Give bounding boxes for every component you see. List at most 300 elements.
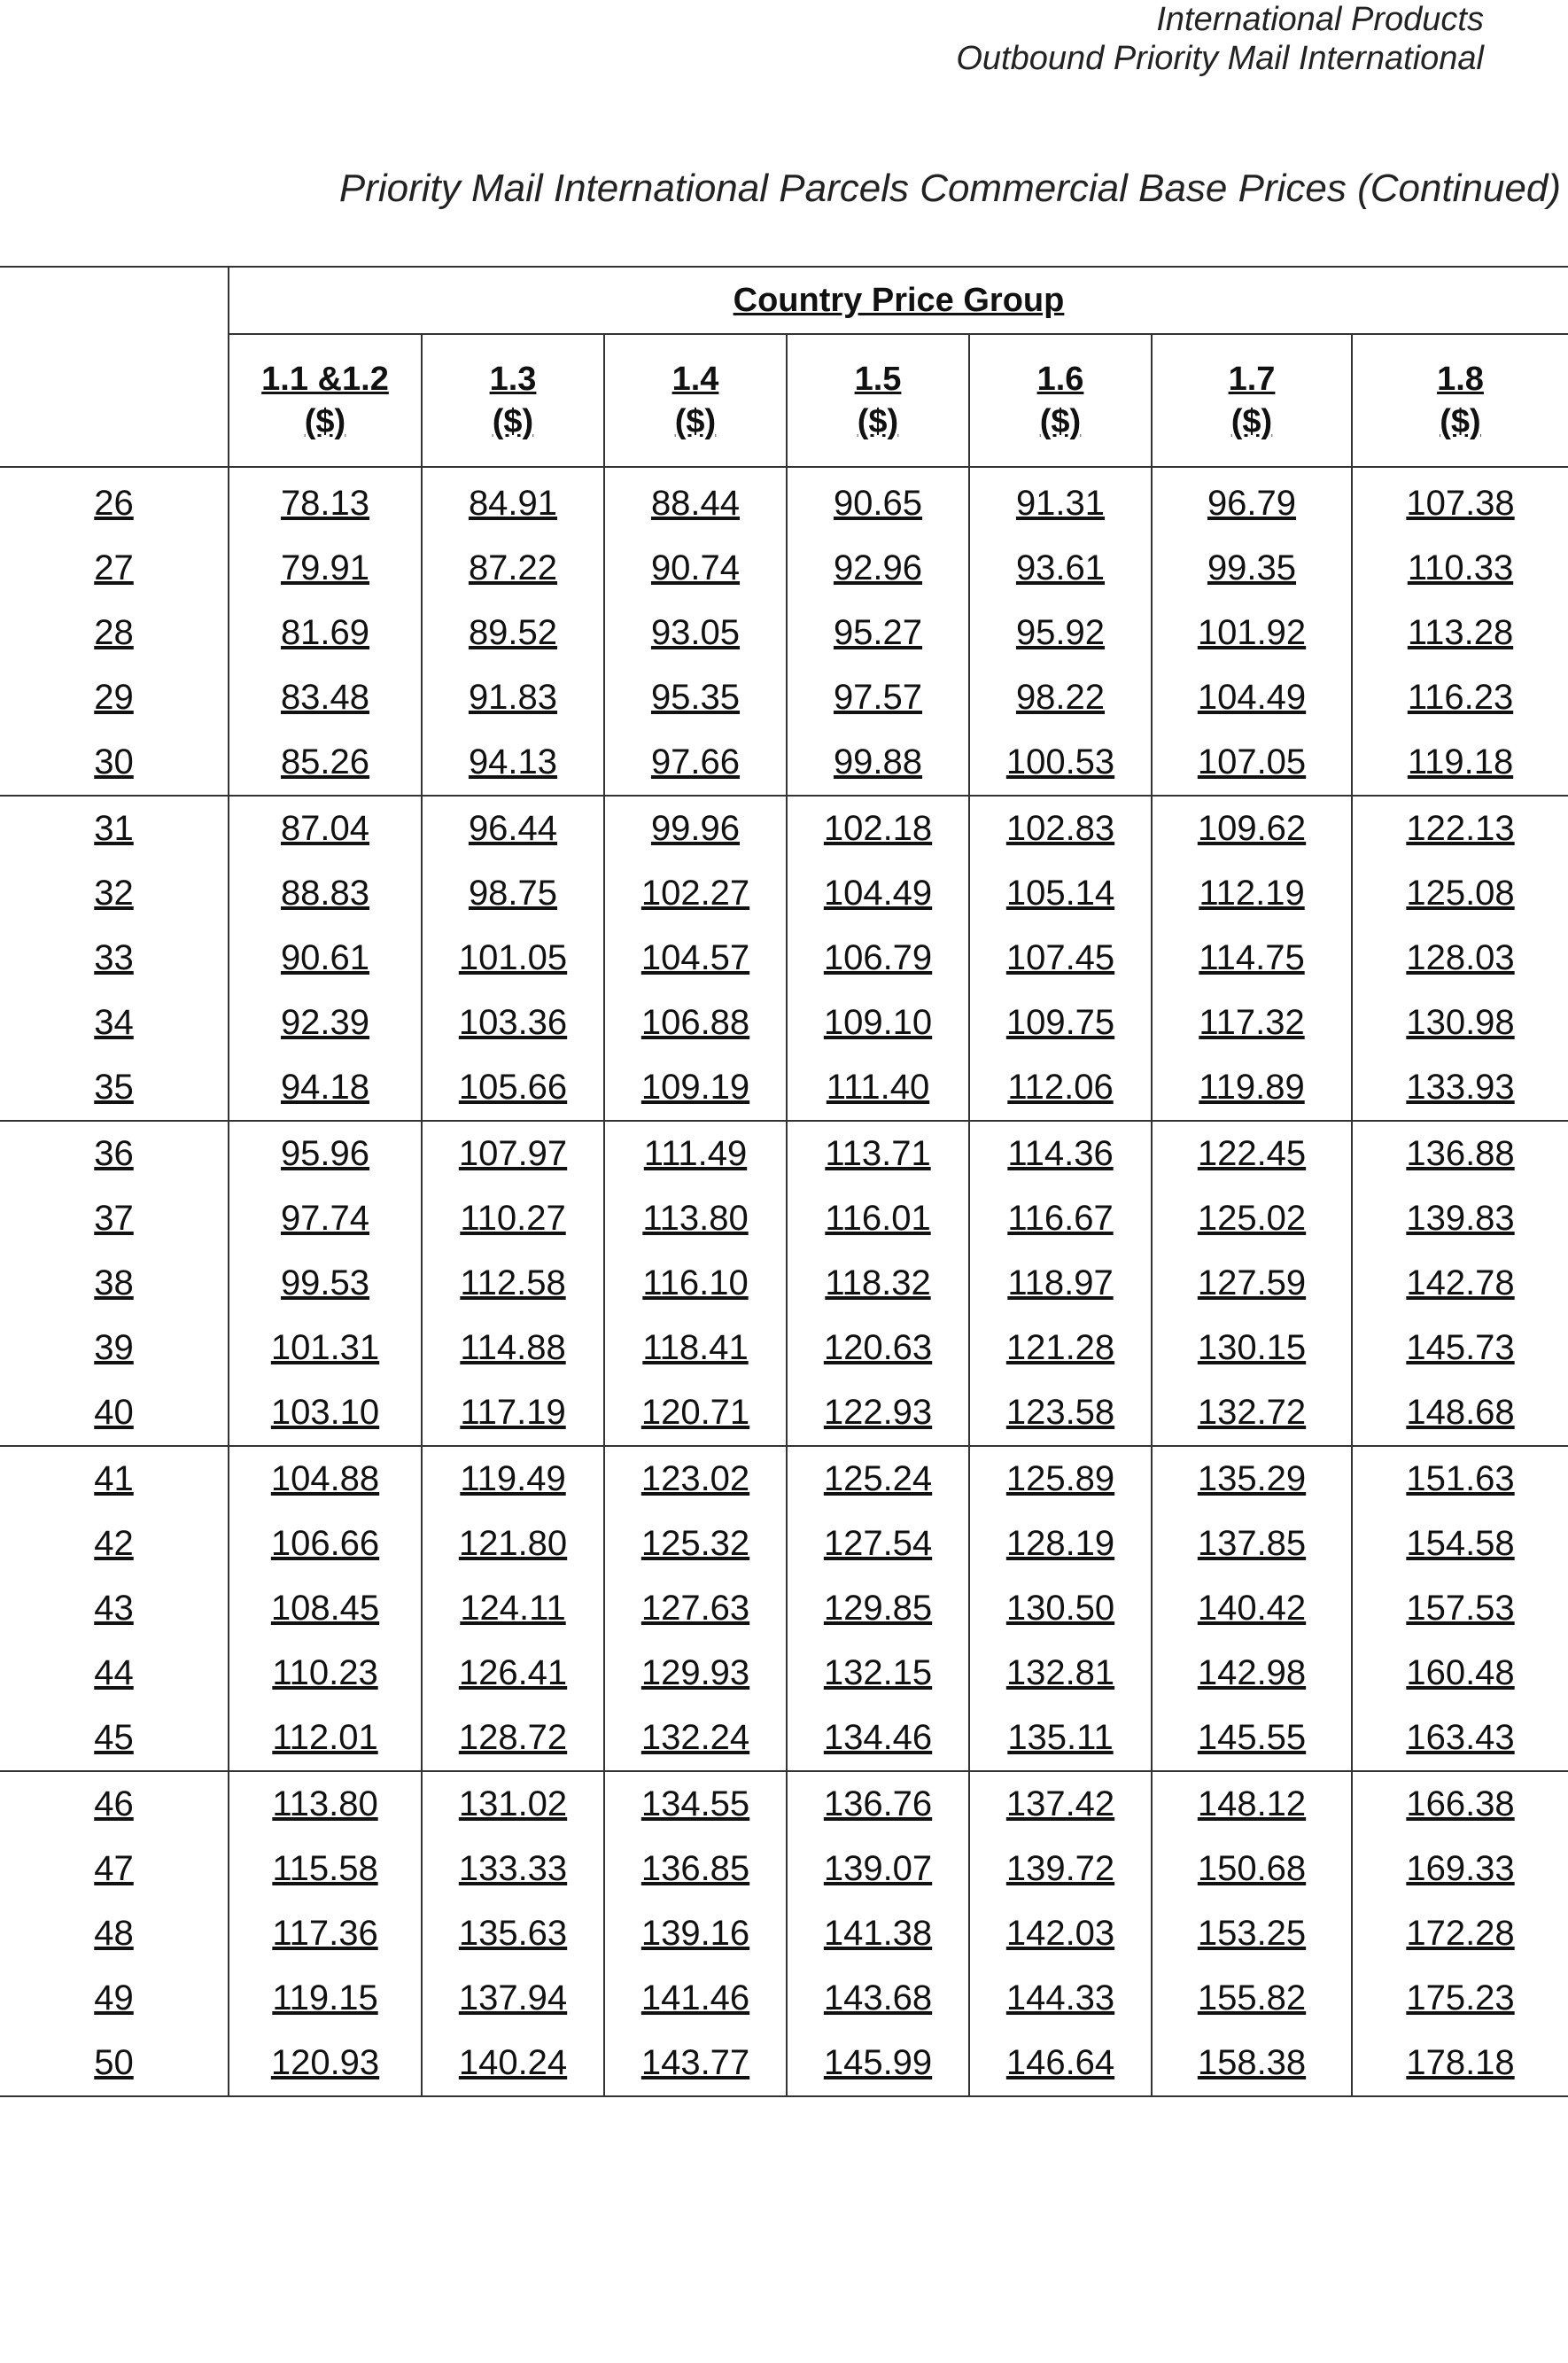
table-row xyxy=(0,1966,1568,2031)
price-value: 104.57 xyxy=(640,938,750,977)
weight-cell xyxy=(0,1706,229,1771)
column-header-label: 1.1 &1.2 xyxy=(261,361,389,398)
price-value: 127.63 xyxy=(640,1589,750,1628)
price-cell xyxy=(787,1966,969,2031)
price-cell xyxy=(1152,1121,1352,1186)
price-cell xyxy=(422,1706,604,1771)
weight-value: 31 xyxy=(94,809,134,848)
price-cell xyxy=(969,1055,1152,1121)
column-header-label: 1.8 xyxy=(1437,361,1484,398)
weight-cell xyxy=(0,2031,229,2096)
price-cell xyxy=(229,991,422,1055)
column-header-label: 1.5 xyxy=(854,361,902,398)
weight-value: 37 xyxy=(94,1199,134,1238)
country-price-group-header xyxy=(229,267,1568,334)
price-value: 129.93 xyxy=(640,1653,750,1692)
price-value: 95.92 xyxy=(1015,613,1106,652)
price-value: 163.43 xyxy=(1406,1718,1515,1757)
weight-value: 44 xyxy=(94,1653,134,1692)
weight-cell xyxy=(0,1186,229,1251)
weight-cell xyxy=(0,1380,229,1446)
price-value: 112.19 xyxy=(1199,874,1305,913)
price-value: 110.23 xyxy=(272,1653,378,1692)
price-cell xyxy=(604,1316,787,1380)
price-value: 123.02 xyxy=(640,1459,750,1498)
price-value: 140.24 xyxy=(458,2043,568,2082)
weight-value: 27 xyxy=(94,548,134,587)
price-cell xyxy=(604,1446,787,1512)
corner-cell xyxy=(0,267,229,334)
price-cell xyxy=(1352,1055,1568,1121)
price-value: 109.75 xyxy=(1005,1003,1115,1042)
price-value: 178.18 xyxy=(1406,2043,1515,2082)
column-header-unit: ($) xyxy=(304,403,346,440)
price-cell xyxy=(1152,1446,1352,1512)
table-row xyxy=(0,1706,1568,1771)
weight-cell xyxy=(0,665,229,730)
price-cell xyxy=(1352,1316,1568,1380)
price-value: 120.71 xyxy=(640,1393,750,1432)
price-value: 148.68 xyxy=(1406,1393,1515,1432)
price-value: 125.24 xyxy=(823,1459,933,1498)
price-value: 136.85 xyxy=(640,1849,750,1888)
price-value: 85.26 xyxy=(280,742,370,781)
price-value: 127.59 xyxy=(1197,1263,1307,1302)
price-cell xyxy=(787,1706,969,1771)
table-row xyxy=(0,1576,1568,1641)
table-row xyxy=(0,926,1568,991)
price-value: 139.07 xyxy=(823,1849,933,1888)
price-cell xyxy=(969,1901,1152,1966)
price-value: 125.08 xyxy=(1406,874,1515,913)
price-value: 109.19 xyxy=(640,1068,750,1107)
price-cell xyxy=(229,1316,422,1380)
price-value: 90.61 xyxy=(280,938,370,977)
price-value: 112.58 xyxy=(460,1263,566,1302)
price-cell xyxy=(229,601,422,665)
weight-cell xyxy=(0,1251,229,1316)
price-cell xyxy=(422,1316,604,1380)
weight-cell xyxy=(0,730,229,796)
table-row xyxy=(0,1121,1568,1186)
price-cell xyxy=(422,1837,604,1901)
price-cell xyxy=(604,2031,787,2096)
price-value: 118.41 xyxy=(642,1328,749,1367)
weight-value: 41 xyxy=(94,1459,134,1498)
weight-cell xyxy=(0,1576,229,1641)
price-cell xyxy=(1352,1446,1568,1512)
price-cell xyxy=(229,1641,422,1706)
column-header-unit: ($) xyxy=(1230,403,1273,440)
price-value: 91.83 xyxy=(468,678,558,717)
price-cell xyxy=(787,665,969,730)
price-value: 99.53 xyxy=(280,1263,370,1302)
price-value: 140.42 xyxy=(1197,1589,1307,1628)
price-cell xyxy=(1352,1706,1568,1771)
price-cell xyxy=(969,730,1152,796)
price-value: 135.29 xyxy=(1197,1459,1307,1498)
weight-value: 34 xyxy=(94,1003,134,1042)
table-row xyxy=(0,1316,1568,1380)
price-value: 137.85 xyxy=(1197,1524,1307,1563)
price-cell xyxy=(969,926,1152,991)
price-value: 160.48 xyxy=(1406,1653,1515,1692)
price-cell xyxy=(229,1706,422,1771)
weight-cell xyxy=(0,1121,229,1186)
price-cell xyxy=(787,2031,969,2096)
weight-cell xyxy=(0,1771,229,1837)
price-value: 142.78 xyxy=(1406,1263,1515,1302)
price-value: 87.04 xyxy=(280,809,370,848)
weight-value: 43 xyxy=(94,1589,134,1628)
price-value: 136.76 xyxy=(823,1784,933,1823)
price-cell xyxy=(1152,536,1352,601)
price-cell xyxy=(604,665,787,730)
price-cell xyxy=(1352,1512,1568,1576)
weight-value: 36 xyxy=(94,1134,134,1173)
price-cell xyxy=(229,1576,422,1641)
price-cell xyxy=(229,1055,422,1121)
price-cell xyxy=(1352,1576,1568,1641)
price-value: 114.88 xyxy=(460,1328,566,1367)
weight-cell xyxy=(0,796,229,861)
price-value: 102.83 xyxy=(1005,809,1115,848)
price-value: 143.68 xyxy=(823,1978,933,2017)
price-value: 113.80 xyxy=(642,1199,749,1238)
price-value: 93.61 xyxy=(1015,548,1106,587)
price-cell xyxy=(1352,1771,1568,1837)
table-row xyxy=(0,665,1568,730)
price-cell xyxy=(969,1966,1152,2031)
price-cell xyxy=(787,1251,969,1316)
price-cell xyxy=(422,467,604,536)
page-header xyxy=(956,0,1484,78)
weight-value: 29 xyxy=(94,678,134,717)
price-value: 128.72 xyxy=(458,1718,568,1757)
price-cell xyxy=(1152,1380,1352,1446)
price-value: 91.31 xyxy=(1015,484,1106,523)
price-cell xyxy=(422,1251,604,1316)
price-value: 114.75 xyxy=(1199,938,1305,977)
price-cell xyxy=(604,1512,787,1576)
price-value: 100.53 xyxy=(1005,742,1115,781)
price-cell xyxy=(1352,536,1568,601)
price-cell xyxy=(969,665,1152,730)
price-value: 90.74 xyxy=(650,548,741,587)
weight-cell xyxy=(0,1316,229,1380)
column-header-unit: ($) xyxy=(1039,403,1082,440)
price-cell xyxy=(229,1901,422,1966)
price-cell xyxy=(969,1446,1152,1512)
price-cell xyxy=(969,1186,1152,1251)
price-value: 104.49 xyxy=(1197,678,1307,717)
price-value: 126.41 xyxy=(458,1653,568,1692)
table-row xyxy=(0,1901,1568,1966)
price-cell xyxy=(787,1641,969,1706)
weight-cell xyxy=(0,1512,229,1576)
weight-value: 39 xyxy=(94,1328,134,1367)
table-row xyxy=(0,1641,1568,1706)
price-value: 141.38 xyxy=(823,1914,933,1953)
price-value: 119.15 xyxy=(272,1978,378,2017)
price-cell xyxy=(1152,796,1352,861)
price-value: 142.03 xyxy=(1005,1914,1115,1953)
price-value: 125.89 xyxy=(1005,1459,1115,1498)
price-cell xyxy=(1352,1837,1568,1901)
price-value: 97.66 xyxy=(650,742,741,781)
price-cell xyxy=(604,1966,787,2031)
price-cell xyxy=(969,601,1152,665)
price-value: 139.83 xyxy=(1406,1199,1515,1238)
table-row xyxy=(0,467,1568,536)
price-value: 111.40 xyxy=(826,1068,930,1107)
price-cell xyxy=(422,1512,604,1576)
price-value: 132.24 xyxy=(640,1718,750,1757)
price-value: 112.06 xyxy=(1007,1068,1114,1107)
price-value: 132.81 xyxy=(1005,1653,1115,1692)
price-cell xyxy=(969,991,1152,1055)
price-cell xyxy=(787,1186,969,1251)
price-value: 79.91 xyxy=(280,548,370,587)
price-value: 106.79 xyxy=(823,938,933,977)
weight-value: 35 xyxy=(94,1068,134,1107)
table-row xyxy=(0,1251,1568,1316)
price-value: 113.28 xyxy=(1407,613,1514,652)
price-cell xyxy=(229,1251,422,1316)
weight-cell xyxy=(0,926,229,991)
price-cell xyxy=(229,1446,422,1512)
price-value: 89.52 xyxy=(468,613,558,652)
price-value: 88.83 xyxy=(280,874,370,913)
price-value: 106.66 xyxy=(270,1524,380,1563)
column-header-group xyxy=(1352,334,1568,467)
price-value: 137.94 xyxy=(458,1978,568,2017)
price-cell xyxy=(1152,926,1352,991)
price-cell xyxy=(604,730,787,796)
price-cell xyxy=(969,1771,1152,1837)
price-value: 99.88 xyxy=(833,742,923,781)
price-cell xyxy=(422,1186,604,1251)
price-cell xyxy=(604,1837,787,1901)
price-value: 139.16 xyxy=(640,1914,750,1953)
page-title: Priority Mail International Parcels Commercial Base Prices (Continued) xyxy=(338,167,1561,210)
price-value: 116.23 xyxy=(1407,678,1514,717)
price-value: 136.88 xyxy=(1406,1134,1515,1173)
price-value: 113.80 xyxy=(272,1784,378,1823)
price-value: 106.88 xyxy=(640,1003,750,1042)
price-cell xyxy=(604,1121,787,1186)
price-cell xyxy=(229,861,422,926)
price-cell xyxy=(1352,1380,1568,1446)
price-value: 145.73 xyxy=(1406,1328,1515,1367)
column-header-unit: ($) xyxy=(857,403,899,440)
column-header-label: 1.4 xyxy=(671,361,719,398)
price-cell xyxy=(1352,1641,1568,1706)
price-value: 110.27 xyxy=(460,1199,566,1238)
price-cell xyxy=(229,796,422,861)
price-value: 145.55 xyxy=(1197,1718,1307,1757)
price-value: 144.33 xyxy=(1005,1978,1115,2017)
price-value: 175.23 xyxy=(1406,1978,1515,2017)
price-value: 155.82 xyxy=(1197,1978,1307,2017)
price-cell xyxy=(1152,1771,1352,1837)
price-value: 105.66 xyxy=(458,1068,568,1107)
price-value: 112.01 xyxy=(272,1718,378,1757)
price-cell xyxy=(1152,467,1352,536)
weight-value: 45 xyxy=(94,1718,134,1757)
price-cell xyxy=(1352,665,1568,730)
price-cell xyxy=(422,536,604,601)
price-value: 169.33 xyxy=(1406,1849,1515,1888)
price-value: 121.80 xyxy=(458,1524,568,1563)
price-cell xyxy=(229,730,422,796)
price-cell xyxy=(1352,796,1568,861)
price-cell xyxy=(422,1576,604,1641)
price-value: 121.28 xyxy=(1005,1328,1115,1367)
price-value: 83.48 xyxy=(280,678,370,717)
price-cell xyxy=(787,1446,969,1512)
price-cell xyxy=(969,1837,1152,1901)
price-cell xyxy=(422,2031,604,2096)
price-value: 157.53 xyxy=(1406,1589,1515,1628)
price-cell xyxy=(604,467,787,536)
table-row xyxy=(0,1380,1568,1446)
table-row xyxy=(0,861,1568,926)
price-value: 130.98 xyxy=(1406,1003,1515,1042)
price-cell xyxy=(422,1901,604,1966)
price-value: 141.46 xyxy=(640,1978,750,2017)
price-value: 95.35 xyxy=(650,678,741,717)
weight-cell xyxy=(0,1837,229,1901)
price-cell xyxy=(969,1316,1152,1380)
price-cell xyxy=(422,1121,604,1186)
price-value: 101.05 xyxy=(458,938,568,977)
weight-cell xyxy=(0,1446,229,1512)
price-value: 132.15 xyxy=(823,1653,933,1692)
price-cell xyxy=(604,1576,787,1641)
price-cell xyxy=(1352,1251,1568,1316)
price-value: 153.25 xyxy=(1197,1914,1307,1953)
price-cell xyxy=(604,926,787,991)
country-price-group-label: Country Price Group xyxy=(733,281,1065,319)
price-value: 96.44 xyxy=(468,809,558,848)
price-cell xyxy=(604,1706,787,1771)
price-value: 145.99 xyxy=(823,2043,933,2082)
weight-cell xyxy=(0,1055,229,1121)
price-cell xyxy=(1152,1837,1352,1901)
weight-cell xyxy=(0,1966,229,2031)
table-row xyxy=(0,730,1568,796)
price-value: 137.42 xyxy=(1005,1784,1115,1823)
weight-value: 32 xyxy=(94,874,134,913)
weight-value: 42 xyxy=(94,1524,134,1563)
price-value: 119.89 xyxy=(1199,1068,1305,1107)
table-row xyxy=(0,601,1568,665)
price-table xyxy=(0,266,1568,2097)
price-value: 125.02 xyxy=(1197,1199,1307,1238)
price-cell xyxy=(1152,730,1352,796)
price-cell xyxy=(787,467,969,536)
price-value: 107.05 xyxy=(1197,742,1307,781)
price-value: 117.32 xyxy=(1199,1003,1305,1042)
price-value: 116.67 xyxy=(1007,1199,1114,1238)
price-value: 158.38 xyxy=(1197,2043,1307,2082)
price-value: 104.49 xyxy=(823,874,933,913)
price-value: 92.96 xyxy=(833,548,923,587)
price-cell xyxy=(787,1055,969,1121)
price-cell xyxy=(969,861,1152,926)
price-cell xyxy=(787,1380,969,1446)
price-cell xyxy=(1152,1901,1352,1966)
price-cell xyxy=(787,1576,969,1641)
column-header-unit: ($) xyxy=(1440,403,1481,440)
price-value: 88.44 xyxy=(650,484,741,523)
weight-value: 46 xyxy=(94,1784,134,1823)
price-cell xyxy=(1352,991,1568,1055)
price-value: 109.10 xyxy=(823,1003,933,1042)
price-cell xyxy=(787,926,969,991)
weight-value: 40 xyxy=(94,1393,134,1432)
price-value: 133.33 xyxy=(458,1849,568,1888)
price-value: 150.68 xyxy=(1197,1849,1307,1888)
price-cell xyxy=(604,1641,787,1706)
price-value: 130.15 xyxy=(1197,1328,1307,1367)
price-value: 93.05 xyxy=(650,613,741,652)
price-cell xyxy=(604,991,787,1055)
price-cell xyxy=(1152,1641,1352,1706)
price-cell xyxy=(604,601,787,665)
price-cell xyxy=(1352,926,1568,991)
price-cell xyxy=(787,1837,969,1901)
price-cell xyxy=(422,991,604,1055)
price-value: 97.57 xyxy=(833,678,923,717)
price-cell xyxy=(422,1055,604,1121)
column-header-group xyxy=(787,334,969,467)
price-value: 131.02 xyxy=(458,1784,568,1823)
price-cell xyxy=(229,926,422,991)
price-cell xyxy=(422,1380,604,1446)
price-value: 103.36 xyxy=(458,1003,568,1042)
column-header-label: 1.6 xyxy=(1036,361,1084,398)
price-value: 134.46 xyxy=(823,1718,933,1757)
header-line-outbound: Outbound Priority Mail International xyxy=(956,40,1484,77)
price-value: 172.28 xyxy=(1406,1914,1515,1953)
price-cell xyxy=(422,861,604,926)
price-cell xyxy=(604,536,787,601)
price-value: 133.93 xyxy=(1406,1068,1515,1107)
price-cell xyxy=(1352,2031,1568,2096)
weight-value: 50 xyxy=(94,2043,134,2082)
price-value: 99.35 xyxy=(1207,548,1297,587)
price-cell xyxy=(604,861,787,926)
price-cell xyxy=(1152,601,1352,665)
price-cell xyxy=(787,991,969,1055)
price-value: 120.63 xyxy=(823,1328,933,1367)
price-value: 103.10 xyxy=(270,1393,380,1432)
price-cell xyxy=(422,1641,604,1706)
price-cell xyxy=(1152,861,1352,926)
weight-value: 28 xyxy=(94,613,134,652)
price-value: 96.79 xyxy=(1207,484,1297,523)
price-value: 128.03 xyxy=(1406,938,1515,977)
price-cell xyxy=(969,1251,1152,1316)
price-cell xyxy=(969,1576,1152,1641)
price-cell xyxy=(1352,1966,1568,2031)
price-value: 92.39 xyxy=(280,1003,370,1042)
price-value: 135.63 xyxy=(458,1914,568,1953)
price-value: 101.92 xyxy=(1197,613,1307,652)
price-value: 148.12 xyxy=(1197,1784,1307,1823)
